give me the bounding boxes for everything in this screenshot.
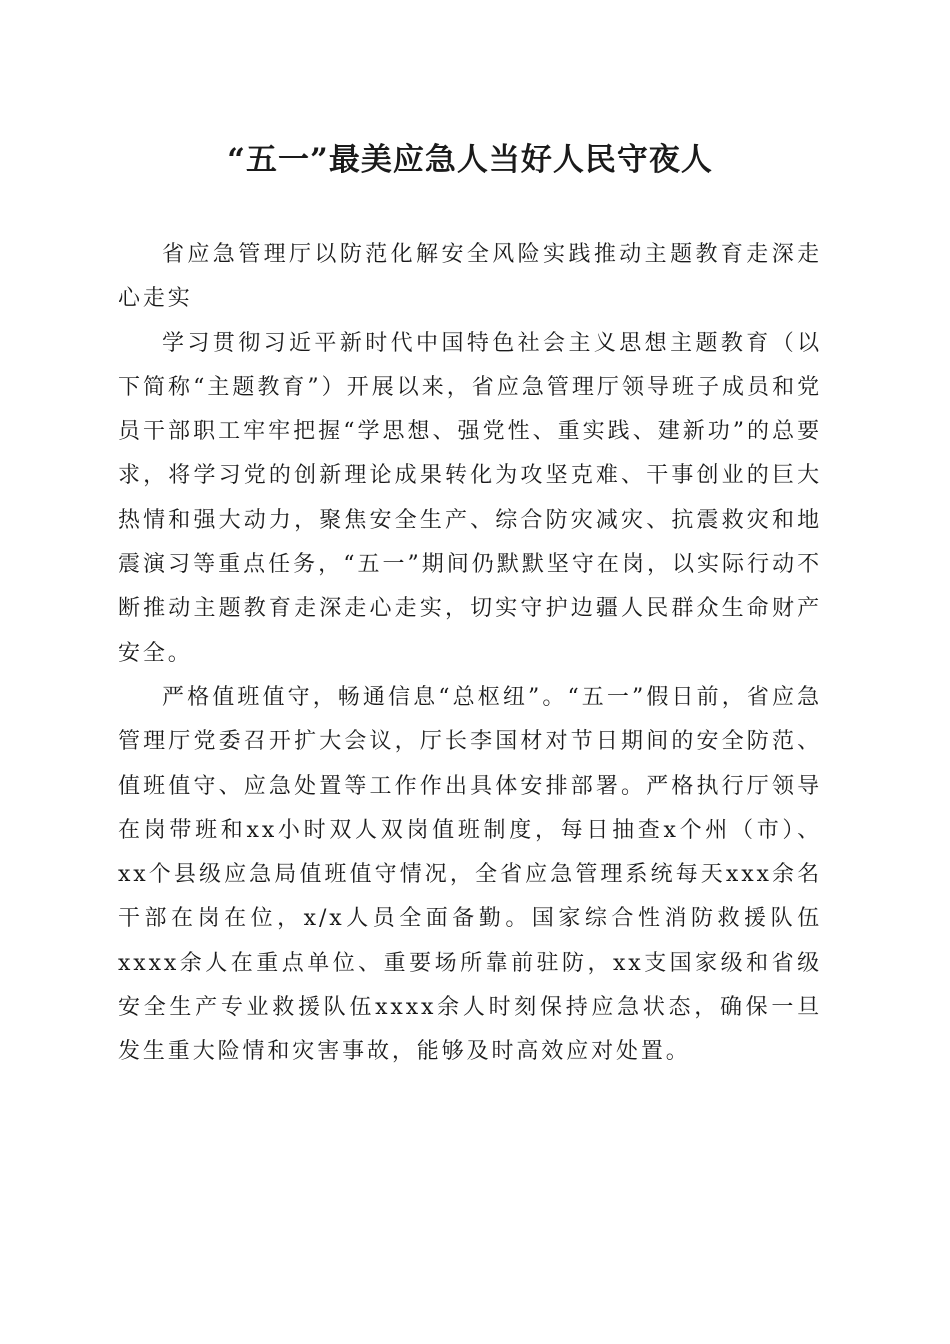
paragraph-intro: 学习贯彻习近平新时代中国特色社会主义思想主题教育（以下简称“主题教育”）开展以来，省应急管理厅领导班子成员和党员干部职工牢牢把握“学思想、强党性、重实践、建新功”的总要求，将学习党的创新理论成果转化为攻坚克难、干事创业的巨大热情和强大动力，聚焦安全生产、综合防灾减灾、抗震救灾和地震演习等重点任务，“五一”期间仍默默坚守在岗，以实际行动不断推动主题教育走深走心走实，切实守护边疆人民群众生命财产安全。 xyxy=(118,330,822,666)
paragraph-duty: 严格值班值守，畅通信息“总枢纽”。“五一”假日前，省应急管理厅党委召开扩大会议，厅长李国材对节日期间的安全防范、值班值守、应急处置等工作作出具体安排部署。严格执行厅领导在岗带班和xx小时双人双岗值班制度，每日抽查x个州（市）、xx个县级应急局值班值守情况，全省应急管理系统每天xxx余名干部在岗在位，x/x人员全面备勤。国家综合性消防救援队伍xxxx余人在重点单位、重要场所靠前驻防，xx支国家级和省级安全生产专业救援队伍xxxx余人时刻保持应急状态，确保一旦发生重大险情和灾害事故，能够及时高效应对处置。 xyxy=(118,684,822,1065)
document-body xyxy=(118,233,822,1075)
paragraph-subtitle: 省应急管理厅以防范化解安全风险实践推动主题教育走深走心走实 xyxy=(118,242,822,312)
document-title: “五一”最美应急人当好人民守夜人 xyxy=(227,142,713,178)
